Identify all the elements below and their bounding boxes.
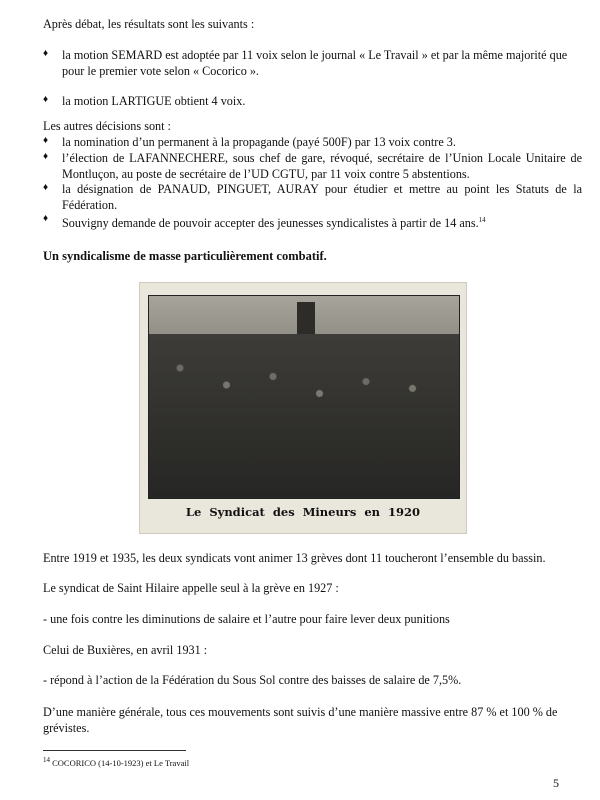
historical-photo: [139, 282, 467, 534]
decision-text: la désignation de PANAUD, PINGUET, AURAY pour étudier et mettre au point les Statuts de la Fédération.: [62, 182, 582, 212]
paragraph: Le syndicat de Saint Hilaire appelle seul à la grève en 1927 :: [43, 581, 339, 595]
footnote-number: 14: [43, 756, 50, 764]
footnote: [43, 756, 189, 768]
footnote-separator: [43, 750, 186, 751]
photo-caption: Le Syndicat des Mineurs en 1920: [185, 505, 421, 519]
diamond-bullet-icon: ♦: [43, 48, 49, 59]
diamond-bullet-icon: ♦: [43, 151, 49, 162]
photo-crowd: [149, 334, 459, 499]
diamond-bullet-icon: ♦: [43, 213, 49, 224]
paragraph: Entre 1919 et 1935, les deux syndicats vont animer 13 grèves dont 11 toucheront l’ensemble du bassin.: [43, 551, 546, 565]
diamond-bullet-icon: ♦: [43, 135, 49, 146]
paragraph: - répond à l’action de la Fédération du Sous Sol contre des baisses de salaire de 7,5%.: [43, 673, 462, 687]
photo-image: [148, 295, 460, 499]
intro-text: Après débat, les résultats sont les suivants :: [43, 17, 255, 31]
paragraph: Celui de Buxières, en avril 1931 :: [43, 643, 208, 657]
decision-text: Souvigny demande de pouvoir accepter des jeunesses syndicalistes à partir de 14 ans.: [62, 216, 479, 231]
other-decisions-intro: Les autres décisions sont :: [43, 119, 171, 133]
footnote-reference[interactable]: 14: [478, 216, 486, 224]
decision-text: l’élection de LAFANNECHERE, sous chef de gare, révoqué, secrétaire de l’Union Locale Unitaire de Montluçon, au poste de secrétaire de l’UD CGTU, par 11 voix contre 5 abstentions.: [62, 151, 582, 181]
paragraph: - une fois contre les diminutions de salaire et l’autre pour faire lever deux punitions: [43, 612, 450, 626]
page-number: 5: [553, 776, 559, 790]
footnote-text: COCORICO (14-10-1923) et Le Travail: [52, 757, 190, 768]
diamond-bullet-icon: ♦: [43, 94, 49, 105]
result-text: la motion SEMARD est adoptée par 11 voix selon le journal « Le Travail » et par la même majorité que pour le premier vote selon « Cocorico ».: [62, 48, 568, 78]
section-heading: Un syndicalisme de masse particulièrement combatif.: [43, 249, 327, 263]
decision-text: la nomination d’un permanent à la propagande (payé 500F) par 13 voix contre 3.: [62, 135, 456, 149]
decision-text-wrap: [62, 213, 582, 232]
result-text: la motion LARTIGUE obtient 4 voix.: [62, 94, 246, 108]
paragraph: D’une manière générale, tous ces mouvements sont suivis d’une manière massive entre 87 % et 100 % de grévistes.: [43, 705, 558, 735]
diamond-bullet-icon: ♦: [43, 182, 49, 193]
